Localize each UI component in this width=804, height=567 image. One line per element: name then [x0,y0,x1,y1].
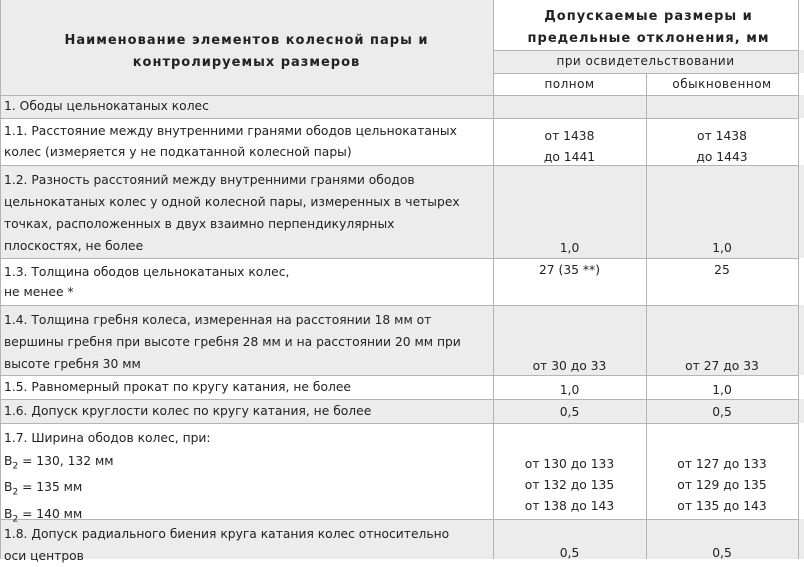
ordinary-value: 1,0 [712,241,732,255]
ordinary-value: 0,5 [712,405,732,419]
full-value: от 1438 до 1441 [543,129,596,164]
ordinary-value: от 1438 до 1443 [696,129,748,164]
full-value: 27 (35 **) [538,263,600,277]
full-value: 1,0 [559,241,580,255]
grid-line [493,50,798,51]
full-value: от 30 до 33 [532,359,607,373]
full-value: 0,5 [559,546,580,560]
full-value: от 130 до 133 от 132 до 135 от 138 до 143 [524,457,615,513]
row-label: 1.3. Толщина ободов цельнокатаных колес, не менее * [4,265,290,299]
row-label: 1.6. Допуск круглости колес по кругу катания, не более [4,404,372,418]
grid-line [0,258,798,259]
name-column-heading: Наименование элементов колесной пары и контролируемых размеров [64,33,429,70]
row-label: 1.8. Допуск радиального биения круга катания колес относительно оси центров [4,527,450,563]
b2-lines: $B_2 = 130$, 132 мм $B_2 = 135$ мм $B_2 = 140$ мм [4,454,114,525]
ordinary-value: 0,5 [712,546,732,560]
grid-line [0,423,798,424]
row-label: 1.7. Ширина ободов колес, при: [4,431,211,445]
row-label: 1.1. Расстояние между внутренними гранями ободов цельнокатаных колес (измеряется у не подкатанной колесной пары) [4,124,457,159]
grid-line [0,305,798,306]
ordinary-value: 25 [714,263,730,277]
ordinary-column-heading: обыкновенном [672,77,772,91]
full-value: 0,5 [559,405,580,419]
row-label: 1.4. Толщина гребня колеса, измеренная на расстоянии 18 мм от вершины гребня при высоте гребня 28 мм и на расстоянии 20 мм при высоте гребня 30 мм [4,313,461,371]
ordinary-value: от 127 до 133 от 129 до 135 от 135 до 143 [677,457,767,513]
row-label: 1.2. Разность расстояний между внутренними гранями ободов цельнокатаных колес у одной колесной пары, измеренных в четырех точках, расположенных в двух взаимно перпендикулярных плоскостях, не более [4,173,460,253]
grid-line [493,73,798,74]
ordinary-value: от 27 до 33 [685,359,759,373]
grid-line [0,118,798,119]
tolerance-heading: Допускаемые размеры и предельные отклонения, мм [527,9,770,46]
grid-line [798,0,799,559]
full-value: 1,0 [559,383,580,397]
ordinary-value: 1,0 [712,383,732,397]
inspection-subheading: при освидетельствовании [556,54,735,68]
full-column-heading: полном [544,77,595,91]
row-label: 1. Ободы цельнокатаных колес [4,99,209,113]
grid-line [0,519,798,520]
row-label: 1.5. Равномерный прокат по кругу катания, не более [4,380,351,394]
